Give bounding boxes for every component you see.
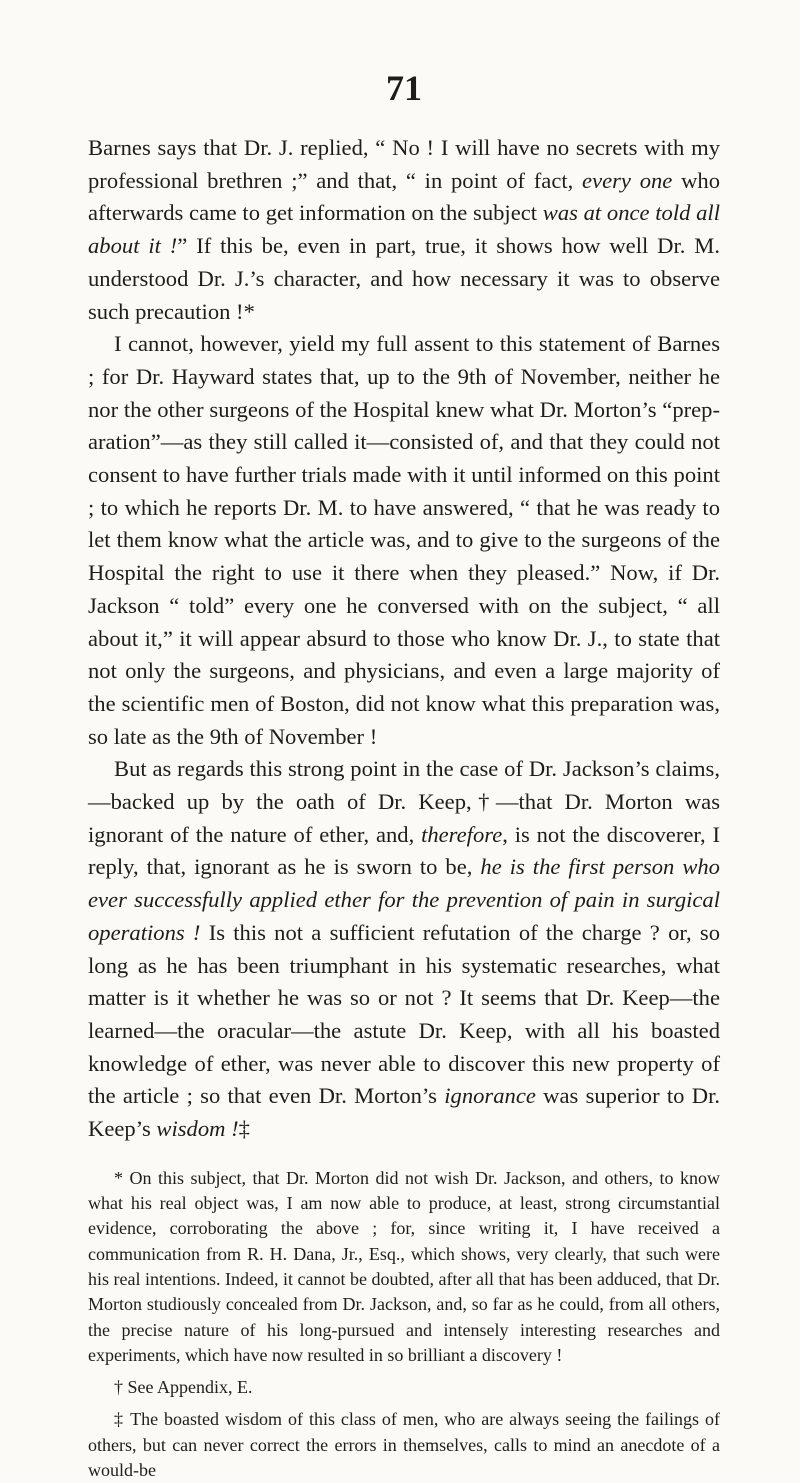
paragraph-3-footnote-mark: ‡ <box>238 1116 250 1142</box>
paragraph-1-text-a: Barnes says that Dr. J. replied, “ No ! I will have no secrets with my professional brethren ;” and that, “ in point of fact, <box>88 135 720 193</box>
paragraph-3-emphasis-d: he is the first person who ever successfully applied ether for the prevention of pain in surgical operations ! <box>88 854 720 945</box>
paragraph-3-emphasis-f: ignorance <box>444 1083 536 1109</box>
footnote-1: * On this subject, that Dr. Morton did not wish Dr. Jackson, and others, to know what his real object was, I am now able to produce, at least, strong circumstantial evidence, corroborating the above ; for, since writing it, I have received a communication from R. H. Dana, Jr., Esq., which shows, very clearly, that such were his real intentions. Indeed, it cannot be doubted, after all that has been adduced, that Dr. Morton studiously concealed from Dr. Jackson, and, so far as he could, from all others, the precise nature of his long-pursued and intensely interesting researches and experiments, which have now resulted in so brilliant a discovery ! <box>88 1167 720 1365</box>
paragraph-3-text-e: Is this not a sufficient refutation of the charge ? or, so long as he has been triumphant in his systematic researches, what matter is it whether he was so or not ? It seems that Dr. Keep—the learned—the oracular—the astute Dr. Keep, with all his boasted knowledge of ether, was never able to discover this new property of the article ; so that even Dr. Morton’s <box>88 919 721 1109</box>
paragraph-1 <box>88 132 720 328</box>
footnote-3: ‡ The boasted wisdom of this class of men, who are always seeing the failings of others, but can never correct the errors in themselves, calls to mind an anecdote of a would-be <box>88 1409 720 1481</box>
paragraph-3-emphasis-h: wisdom ! <box>156 1116 239 1142</box>
paragraph-3 <box>88 753 720 1145</box>
page-number: 71 <box>386 68 422 108</box>
paragraph-1-emphasis-d: was at once told all about it ! <box>88 200 720 259</box>
paragraph-1-text-c: who afterwards came to get information on the subject <box>88 167 720 226</box>
paragraph-1-text-e: ” If this be, even in part, true, it shows how well Dr. M. understood Dr. J.’s character, and how necessary it was to observe such precaution !* <box>88 233 720 324</box>
paragraph-3-text-g: was superior to Dr. Keep’s <box>88 1083 720 1142</box>
footnote-2: † See Appendix, E. <box>114 1377 253 1398</box>
paragraph-2-text: I cannot, however, yield my full assent to this statement of Barnes ; for Dr. Hayward states that, up to the 9th of November, neither he nor the other surgeons of the Hospital knew what Dr. Morton’s “preparation”—as they still called it—consisted of, and that they could not consent to have further trials made with it until informed on this point ; to which he reports Dr. M. to have answered, “ that he was ready to let them know what the article was, and to give to the surgeons of the Hospital the right to use it there when they pleased.” Now, if Dr. Jackson “ told” every one he conversed with on the subject, “ all about it,” it will appear absurd to those who know Dr. J., to state that not only the surgeons, and physicians, and even a large majority of the scientific men of Boston, did not know what this preparation was, so late as the 9th of November ! <box>88 331 720 749</box>
paragraph-1-emphasis-b: every one <box>582 167 673 193</box>
paragraph-3-text-a: But as regards this strong point in the case of Dr. Jackson’s claims, —backed up by the oath of Dr. Keep,†—that Dr. Morton was ignorant of the nature of ether, and, <box>88 756 720 847</box>
footnotes <box>88 1166 720 1483</box>
paragraph-2 <box>88 328 720 753</box>
paragraph-3-emphasis-b: therefore <box>421 821 503 847</box>
paragraph-3-text-c: , is not the discoverer, I reply, that, ignorant as he is sworn to be, <box>88 821 721 880</box>
main-text <box>88 132 720 1146</box>
